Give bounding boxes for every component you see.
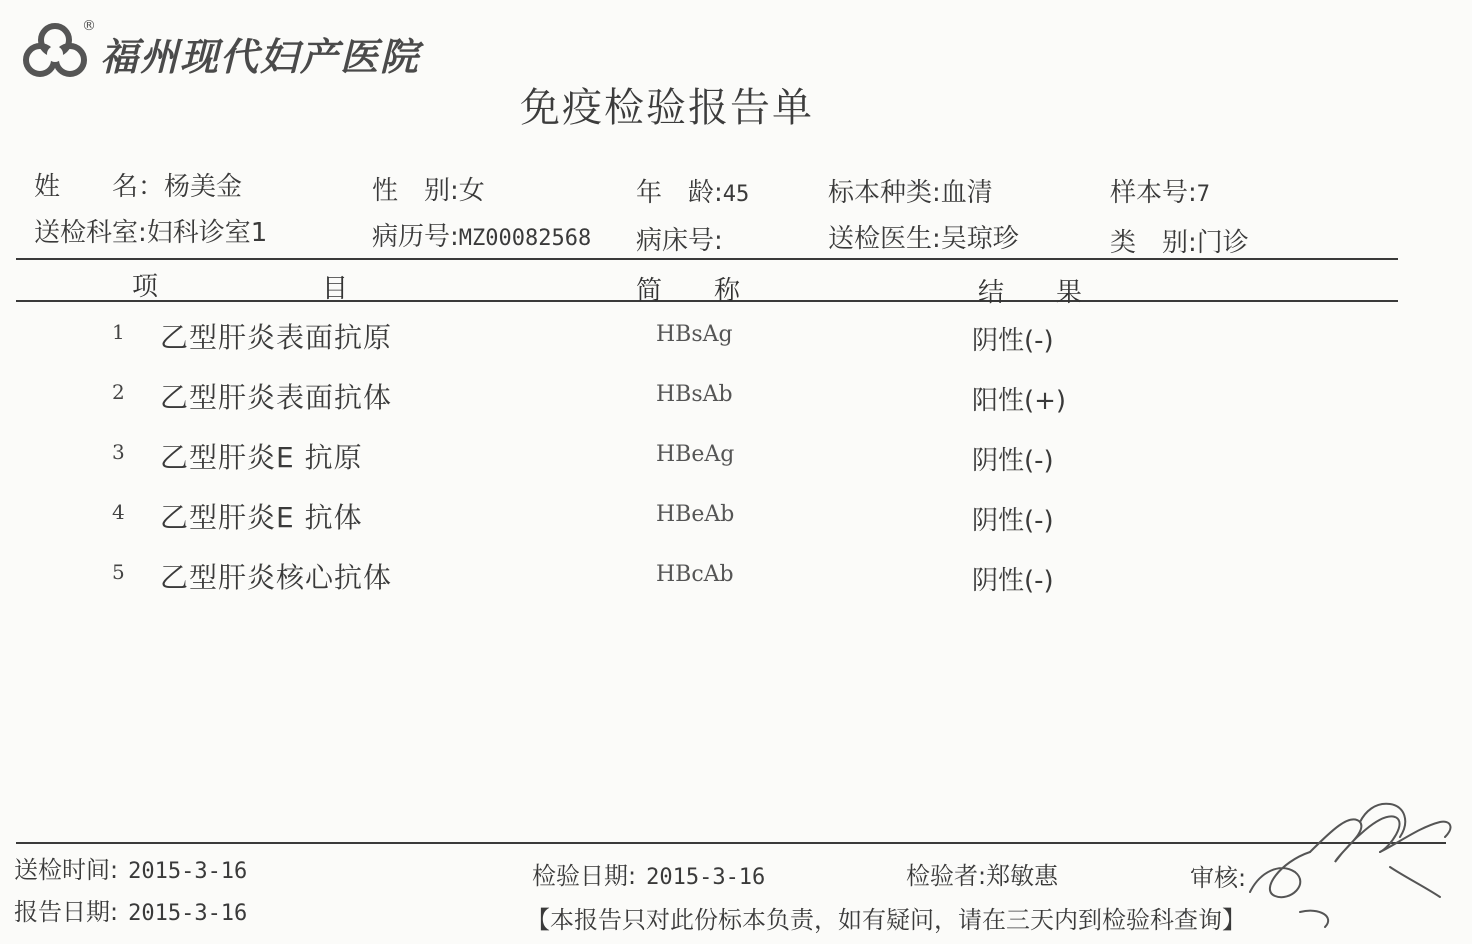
gender-field (372, 170, 485, 207)
age-field (636, 172, 749, 209)
specimen-type-field (828, 172, 993, 209)
submit-time-field (14, 850, 247, 885)
registered-mark: ® (82, 18, 96, 34)
test-result: 阳性(+) (972, 386, 1067, 416)
reviewer-label: 审核: (1190, 864, 1247, 892)
table-top-rule (16, 258, 1398, 260)
bed-no-field (636, 220, 723, 257)
sample-no-field (1110, 172, 1210, 209)
test-result: 阴性(-) (972, 506, 1054, 536)
patient-name-label: 姓 名： (34, 172, 165, 202)
report-date-value: 2015-3-16 (128, 901, 248, 926)
disclaimer-notice: 【本报告只对此份标本负责，如有疑问，请在三天内到检验科查询】 (526, 906, 1246, 934)
patient-name-field (34, 166, 242, 203)
bed-no-label: 病床号: (636, 226, 723, 256)
doctor-field (828, 218, 1019, 255)
category-value: 门诊 (1196, 228, 1249, 258)
test-item-name: 乙型肝炎表面抗原 (160, 321, 393, 354)
submit-time-label: 送检时间: (14, 856, 119, 884)
doctor-label: 送检医生: (828, 224, 941, 254)
test-item-name: 乙型肝炎表面抗体 (160, 381, 393, 414)
test-date-label: 检验日期: (532, 862, 637, 890)
row-number: 4 (112, 500, 125, 524)
age-label: 年 龄: (636, 178, 723, 208)
sample-no-value: 7 (1196, 182, 1211, 207)
row-number: 2 (112, 380, 125, 404)
report-date-field (14, 892, 247, 927)
department-value: 妇科诊室1 (146, 218, 268, 248)
column-header-result: 结 果 (978, 278, 1083, 308)
specimen-type-value: 血清 (940, 178, 993, 208)
row-number: 3 (112, 440, 125, 464)
test-item-abbreviation: HBeAg (656, 442, 735, 467)
test-date-value: 2015-3-16 (646, 865, 766, 890)
specimen-type-label: 标本种类: (828, 178, 941, 208)
age-value: 45 (722, 182, 750, 207)
row-number: 5 (112, 560, 125, 584)
test-item-name: 乙型肝炎核心抗体 (160, 561, 393, 594)
category-field (1110, 222, 1249, 259)
report-date-label: 报告日期: (14, 898, 119, 926)
test-item-abbreviation: HBsAb (656, 382, 733, 407)
hospital-name: 福州现代妇产医院 (100, 34, 421, 79)
handwritten-signature (1240, 792, 1460, 942)
category-label: 类 别: (1110, 228, 1197, 258)
report-title: 免疫检验报告单 (520, 85, 814, 131)
submit-time-value: 2015-3-16 (128, 859, 248, 884)
patient-name-value: 杨美金 (164, 172, 243, 202)
column-header-item-part2: 目 (322, 274, 349, 304)
test-date-field (532, 856, 765, 891)
test-result: 阴性(-) (972, 566, 1054, 596)
column-header-abbreviation: 简 称 (636, 276, 741, 306)
gender-value: 女 (458, 176, 485, 206)
test-result: 阴性(-) (972, 326, 1054, 356)
tester-value: 郑敏惠 (986, 862, 1059, 890)
test-result: 阴性(-) (972, 446, 1054, 476)
hospital-logo-icon (20, 20, 90, 88)
test-item-abbreviation: HBeAb (656, 502, 735, 527)
footer-rule (16, 842, 1446, 844)
column-header-item-part1: 项 (132, 272, 159, 302)
test-item-name: 乙型肝炎E 抗原 (160, 441, 363, 474)
record-no-value: MZ00082568 (458, 226, 592, 251)
test-item-name: 乙型肝炎E 抗体 (160, 501, 363, 534)
tester-label: 检验者: (906, 862, 987, 890)
test-item-abbreviation: HBcAb (656, 562, 734, 587)
gender-label: 性 别: (372, 176, 459, 206)
doctor-value: 吴琼珍 (940, 224, 1019, 254)
record-no-label: 病历号: (372, 222, 459, 252)
tester-field (906, 856, 1058, 891)
sample-no-label: 样本号: (1110, 178, 1197, 208)
row-number: 1 (112, 320, 125, 344)
department-label: 送检科室: (34, 218, 147, 248)
test-item-abbreviation: HBsAg (656, 322, 733, 347)
record-no-field (372, 216, 591, 253)
department-field (34, 212, 267, 249)
